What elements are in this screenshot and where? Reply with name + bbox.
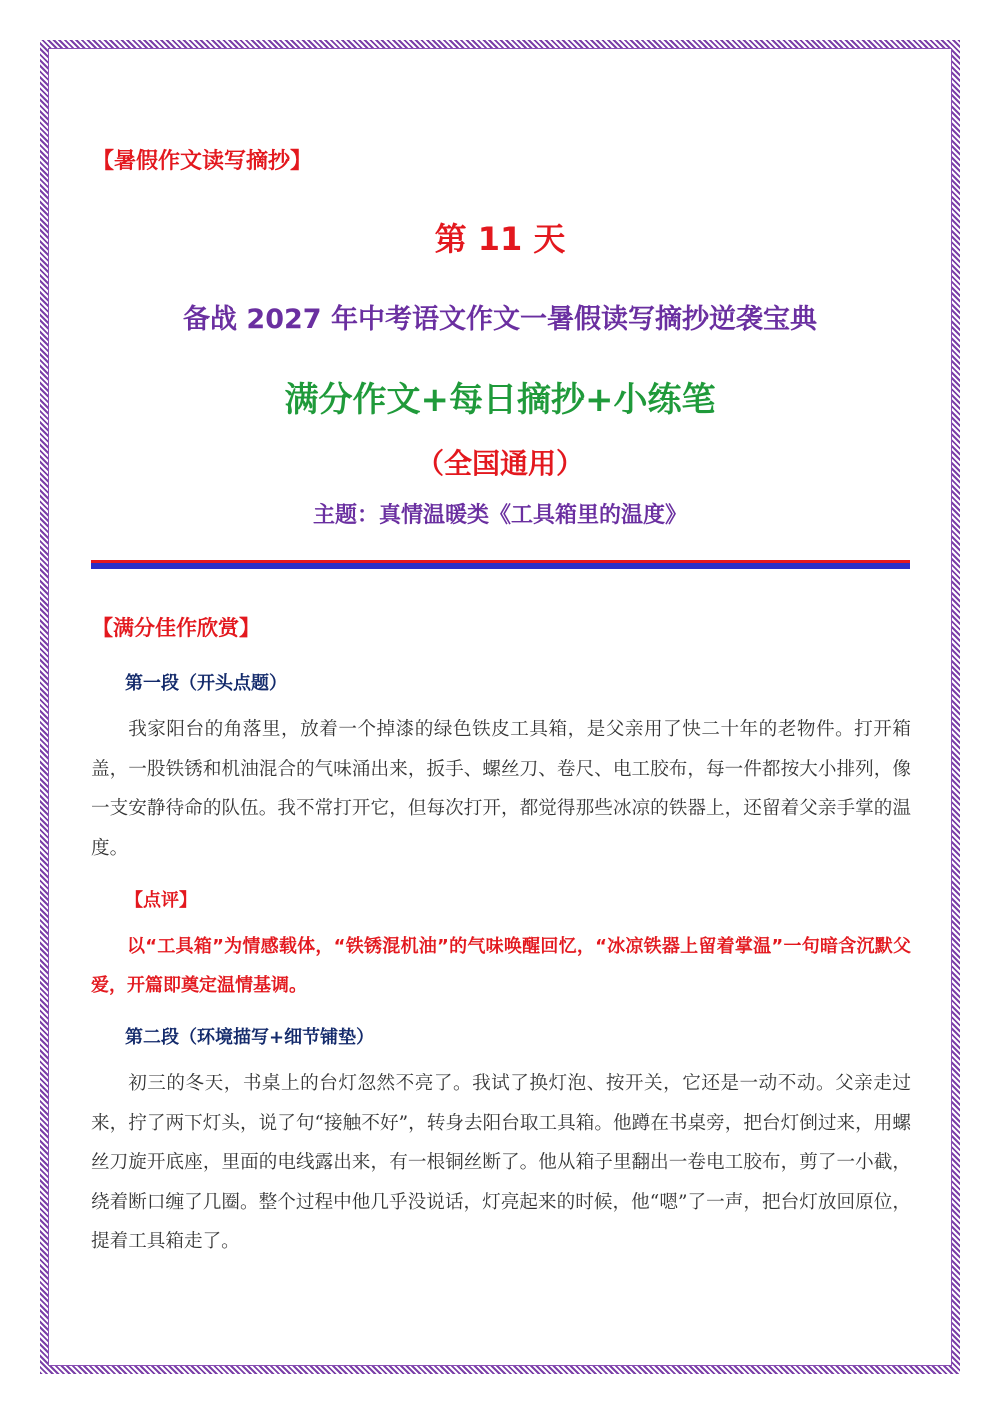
- series-tag: 【暑假作文读写摘抄】: [92, 149, 313, 174]
- comment-text: 以“工具箱”为情感载体，“铁锈混机油”的气味唤醒回忆，“冰凉铁器上留着掌温”一句暗含沉默父爱，开篇即奠定温情基调。: [91, 936, 911, 996]
- section-tag: 【满分佳作欣赏】: [92, 616, 260, 640]
- content-title: 满分作文+每日摘抄+小练笔: [284, 380, 716, 420]
- theme-line: 主题：真情温暖类《工具箱里的温度》: [312, 503, 687, 528]
- divider-blue: [91, 563, 910, 569]
- paragraph-1-heading: 第一段（开头点题）: [125, 673, 287, 694]
- day-title: 第 11 天: [434, 220, 566, 258]
- scope-label: （全国通用）: [415, 447, 584, 480]
- paragraph-2-heading: 第二段（环境描写+细节铺垫）: [125, 1027, 375, 1048]
- paragraph-1-text: 我家阳台的角落里，放着一个掉漆的绿色铁皮工具箱，是父亲用了快二十年的老物件。打开箱盖，一股铁锈和机油混合的气味涌出来，扳手、螺丝刀、卷尺、电工胶布，每一件都按大小排列，像一支安静待命的队伍。我不常打开它，但每次打开，都觉得那些冰凉的铁器上，还留着父亲手掌的温度。: [91, 719, 911, 859]
- paragraph-2-text: 初三的冬天，书桌上的台灯忽然不亮了。我试了换灯泡、按开关，它还是一动不动。父亲走过来，拧了两下灯头，说了句“接触不好”，转身去阳台取工具箱。他蹲在书桌旁，把台灯倒过来，用螺丝刀旋开底座，里面的电线露出来，有一根铜丝断了。他从箱子里翻出一卷电工胶布，剪了一小截，绕着断口缠了几圈。整个过程中他几乎没说话，灯亮起来的时候，他“嗯”了一声，把台灯放回原位，提着工具箱走了。: [91, 1073, 911, 1252]
- comment-tag: 【点评】: [125, 890, 197, 911]
- document-subtitle: 备战 2027 年中考语文作文一暑假读写摘抄逆袭宝典: [183, 304, 817, 335]
